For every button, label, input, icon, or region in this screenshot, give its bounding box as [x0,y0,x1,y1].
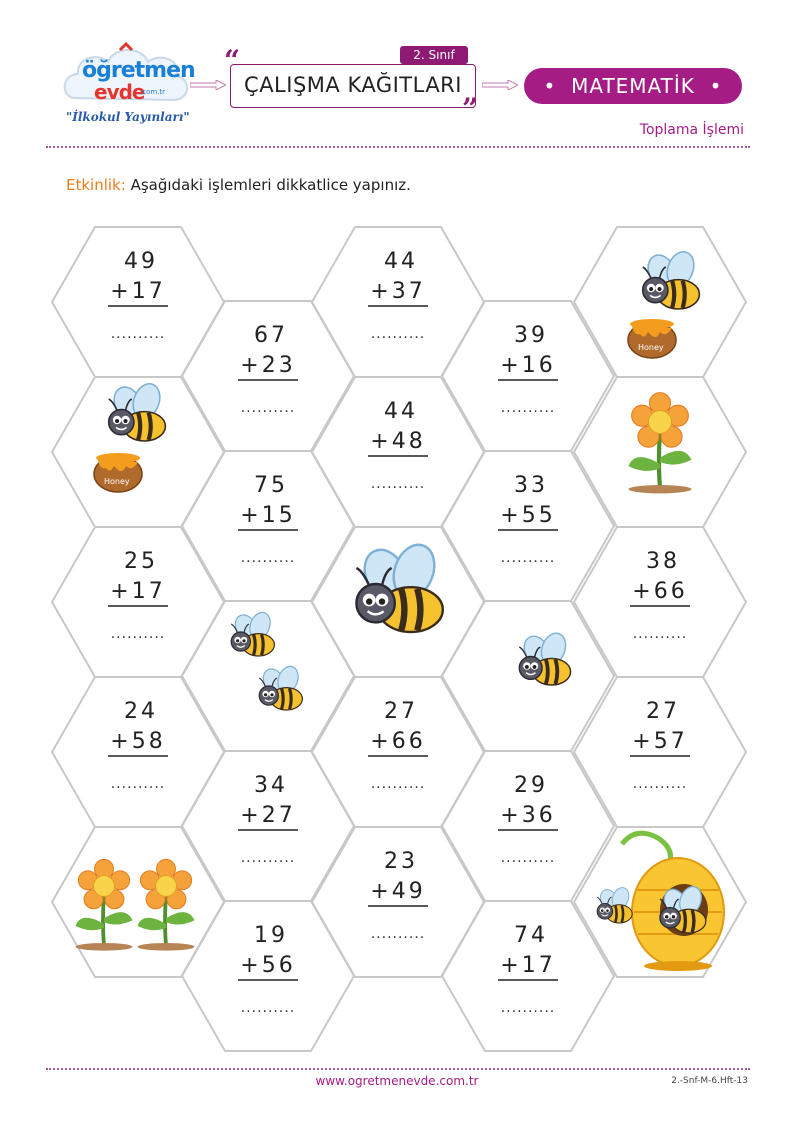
answer-blank[interactable]: .......... [110,326,166,342]
addend-bottom: +49 [370,879,426,904]
addend-top: 39 [514,323,548,348]
addend-top: 19 [254,923,288,948]
addend-bottom: +36 [500,803,556,828]
worksheet-title: ÇALIŞMA KAĞITLARI [244,73,462,97]
addend-bottom: +56 [240,953,296,978]
addend-bottom: +15 [240,503,296,528]
answer-blank[interactable]: .......... [500,850,556,866]
addend-bottom: +16 [500,353,556,378]
addend-bottom: +37 [370,279,426,304]
answer-blank[interactable]: .......... [370,476,426,492]
honey-label: Honey [104,477,130,486]
answer-blank[interactable]: .......... [500,550,556,566]
answer-blank[interactable]: .......... [500,1000,556,1016]
footer-code: 2.-Snf-M-6.Hft-13 [671,1076,748,1086]
addend-top: 75 [254,473,288,498]
addend-top: 24 [124,699,158,724]
honey-pot-icon [628,319,676,358]
answer-blank[interactable]: .......... [240,1000,296,1016]
answer-blank[interactable]: .......... [370,776,426,792]
answer-blank[interactable]: .......... [240,850,296,866]
addend-bottom: +55 [500,503,556,528]
addend-top: 29 [514,773,548,798]
logo-text-evde: evde [94,80,145,104]
addend-bottom: +17 [110,579,166,604]
addend-bottom: +17 [110,279,166,304]
addend-bottom: +58 [110,729,166,754]
subject-label: MATEMATİK [571,74,695,98]
grade-badge: 2. Sınıf [400,46,468,64]
addend-bottom: +23 [240,353,296,378]
bullet-icon: • [694,74,723,98]
answer-blank[interactable]: .......... [632,626,688,642]
addend-bottom: +48 [370,429,426,454]
addend-top: 38 [646,549,680,574]
addend-bottom: +57 [632,729,688,754]
instruction-label: Etkinlik: [66,176,126,194]
answer-blank[interactable]: .......... [240,400,296,416]
subtopic-label: Toplama İşlemi [639,122,744,138]
answer-blank[interactable]: .......... [500,400,556,416]
bullet-icon: • [543,74,572,98]
logo-tagline: "İlkokul Yayınları" [66,110,190,124]
addend-top: 74 [514,923,548,948]
addend-top: 44 [384,399,418,424]
answer-blank[interactable]: .......... [370,326,426,342]
answer-blank[interactable]: .......... [110,776,166,792]
logo-text-ogretmen: öğretmen [82,58,195,83]
instruction-text: Aşağıdaki işlemleri dikkatlice yapınız. [130,176,411,194]
honey-label: Honey [638,343,664,352]
addend-bottom: +17 [500,953,556,978]
footer-divider [46,1068,750,1070]
answer-blank[interactable]: .......... [110,626,166,642]
addend-top: 49 [124,249,158,274]
addend-bottom: +66 [370,729,426,754]
answer-blank[interactable]: .......... [632,776,688,792]
addend-top: 34 [254,773,288,798]
addend-bottom: +66 [632,579,688,604]
logo-domain: .com.tr [140,88,166,96]
addend-top: 27 [646,699,680,724]
honey-pot-icon [94,453,142,492]
addend-top: 33 [514,473,548,498]
addend-top: 23 [384,849,418,874]
open-quote-icon: “ [224,44,241,77]
close-quote-icon: ” [462,92,479,125]
addend-top: 44 [384,249,418,274]
addend-bottom: +27 [240,803,296,828]
addend-top: 67 [254,323,288,348]
addend-top: 27 [384,699,418,724]
addend-top: 25 [124,549,158,574]
footer-url[interactable]: www.ogretmenevde.com.tr [315,1074,479,1088]
answer-blank[interactable]: .......... [370,926,426,942]
answer-blank[interactable]: .......... [240,550,296,566]
